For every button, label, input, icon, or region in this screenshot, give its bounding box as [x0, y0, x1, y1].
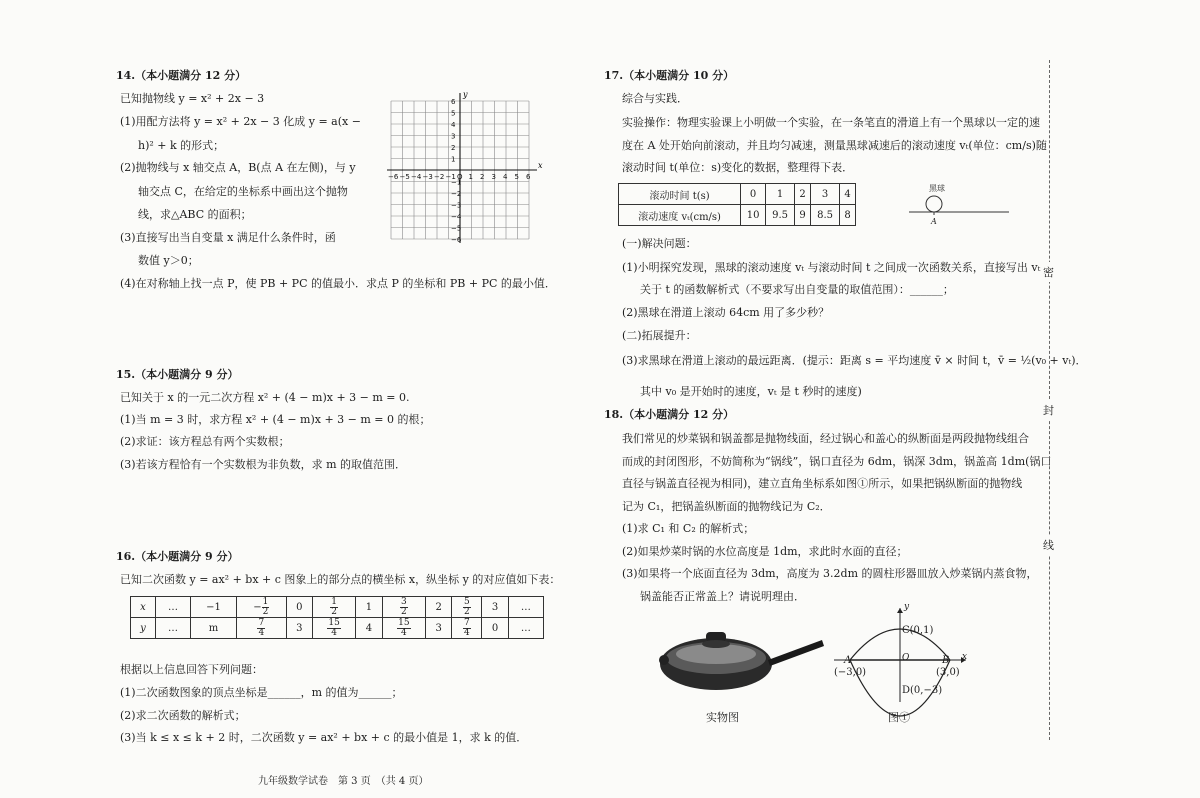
q17-time-cell: 3 — [810, 184, 839, 205]
q14-coordinate-grid — [378, 86, 543, 251]
y-tick-label: 4 — [451, 121, 456, 129]
q17-time-cell: 滚动时间 t(s) — [619, 184, 741, 205]
fig1-point-c: C(0,1) — [902, 625, 934, 636]
q16-y-cell: y — [131, 618, 156, 639]
q17-speed-cell: 9 — [795, 205, 811, 226]
q17-operation-2: 度在 A 处开始向前滚动，并且均匀减速，测量黑球减速后的滚动速度 vₜ(单位：cm/s)随 — [622, 139, 1047, 152]
q14-part3a: (3)直接写出当自变量 x 满足什么条件时，函 — [120, 231, 336, 244]
q16-x-cell: − $\frac{1}{2}$ — [237, 597, 286, 618]
q16-y-cell: $\frac{7}{4}$ — [237, 618, 286, 639]
q16-x-cell: 3 — [482, 597, 509, 618]
q18-line4: 记为 C₁，把锅盖纵断面的抛物线记为 C₂． — [622, 500, 831, 513]
q17-time-cell: 2 — [795, 184, 811, 205]
y-tick-label: −2 — [451, 190, 462, 198]
q17-speed-row — [619, 205, 856, 226]
q18-figure1-caption: 图① — [888, 711, 910, 724]
x-tick-label: −4 — [411, 173, 422, 181]
fig1-point-b-coord: (3,0) — [936, 667, 960, 678]
x-tick-label: 4 — [503, 173, 508, 181]
q17-part3b: 其中 v₀ 是开始时的速度，vₜ 是 t 秒时的速度) — [640, 385, 862, 398]
q16-x-cell: $\frac{3}{2}$ — [382, 597, 425, 618]
q16-y-cell: $\frac{7}{4}$ — [452, 618, 482, 639]
q16-value-table — [130, 596, 544, 639]
q16-y-cell: 3 — [286, 618, 313, 639]
q17-point-a-label: A — [931, 217, 937, 226]
margin-char-feng: 封 — [1043, 400, 1054, 420]
q16-y-cell: $\frac{15}{4}$ — [313, 618, 356, 639]
q14-part2b: 轴交点 C，在给定的坐标系中画出这个抛物 — [138, 185, 348, 198]
y-tick-label: 5 — [451, 109, 456, 118]
x-tick-label: 1 — [468, 173, 473, 181]
x-tick-label: −6 — [388, 173, 399, 181]
q16-intro: 根据以上信息回答下列问题： — [120, 663, 263, 676]
q18-part3b: 锅盖能否正常盖上？请说明理由． — [640, 590, 805, 603]
q14-part2c: 线，求△ABC 的面积； — [138, 208, 252, 221]
y-tick-label: −1 — [451, 178, 462, 187]
q17-section2: (二)拓展提升： — [622, 329, 697, 342]
q16-x-cell: 1 — [356, 597, 383, 618]
q17-speed-cell: 9.5 — [765, 205, 794, 226]
q17-heading: 17.（本小题满分 10 分） — [604, 69, 735, 82]
q18-heading: 18.（本小题满分 12 分） — [604, 408, 735, 421]
q18-line3: 直径与锅盖直径视为相同)，建立直角坐标系如图①所示，如果把锅纵断面的抛物线 — [622, 477, 1023, 490]
x-tick-label: 2 — [480, 173, 485, 181]
q16-y-cell: 0 — [482, 618, 509, 639]
q18-part1: (1)求 C₁ 和 C₂ 的解析式； — [622, 522, 755, 535]
q15-part2: (2)求证：该方程总有两个实数根； — [120, 435, 290, 448]
x-tick-label: O — [457, 173, 463, 181]
y-tick-label: 2 — [451, 144, 456, 152]
q16-heading: 16.（本小题满分 9 分） — [116, 550, 239, 563]
margin-char-mi: 密 — [1043, 262, 1054, 282]
page-footer: 九年级数学试卷 第 3 页 （共 4 页） — [258, 776, 429, 787]
q16-y-cell: 4 — [356, 618, 383, 639]
wok-photo-illustration — [656, 622, 826, 702]
fig1-y-label: y — [904, 602, 910, 612]
q16-y-cell: $\frac{15}{4}$ — [382, 618, 425, 639]
margin-char-xian: 线 — [1043, 535, 1054, 555]
q18-line2: 而成的封闭图形，不妨简称为“锅线”，锅口直径为 6dm，锅深 3dm，锅盖高 1dm(锅口 — [622, 455, 1052, 468]
fig1-origin: O — [902, 653, 910, 663]
q17-time-row — [619, 184, 856, 205]
x-tick-label: −1 — [445, 173, 456, 181]
q17-time-cell: 1 — [765, 184, 794, 205]
q14-part4: (4)在对称轴上找一点 P，使 PB + PC 的值最小．求点 P 的坐标和 PB + PC 的最小值． — [120, 277, 556, 290]
y-tick-label: 1 — [451, 155, 456, 164]
q17-speed-cell: 10 — [741, 205, 766, 226]
q14-part2a: (2)抛物线与 x 轴交点 A，B(点 A 在左侧)，与 y — [120, 161, 356, 174]
q17-part1a: (1)小明探究发现，黑球的滚动速度 vₜ 与滚动时间 t 之间成一次函数关系，直接写出 vₜ — [622, 261, 1041, 274]
x-axis-label: x — [538, 161, 543, 170]
q17-subtitle: 综合与实践． — [622, 92, 688, 105]
y-tick-label: 3 — [451, 132, 456, 141]
q16-y-cell: … — [155, 618, 190, 639]
q16-part1: (1)二次函数图象的顶点坐标是______，m 的值为______； — [120, 686, 403, 699]
q17-time-cell: 0 — [741, 184, 766, 205]
x-tick-label: −5 — [399, 173, 410, 181]
q18-line1: 我们常见的炒菜锅和锅盖都是抛物线面，经过锅心和盖心的纵断面是两段抛物线组合 — [622, 432, 1029, 445]
q17-section1: (一)解决问题： — [622, 237, 697, 250]
q16-part3: (3)当 k ≤ x ≤ k + 2 时，二次函数 y = ax² + bx + c 的最小值是 1，求 k 的值． — [120, 731, 528, 744]
q16-x-cell: $\frac{5}{2}$ — [452, 597, 482, 618]
q16-x-cell: … — [508, 597, 543, 618]
q17-part1b: 关于 t 的函数解析式（不要求写出自变量的取值范围）：______； — [640, 283, 954, 296]
q16-y-cell: m — [190, 618, 236, 639]
y-tick-label: −3 — [451, 201, 462, 210]
y-tick-label: 6 — [451, 98, 456, 106]
q17-part3: (3)求黑球在滑道上滚动的最远距离．(提示：距离 s = 平均速度 v̄ × 时间 t，v̄ = ½(v₀ + vₜ)． — [622, 354, 1087, 367]
x-tick-label: 3 — [491, 173, 496, 181]
q16-x-cell: $\frac{1}{2}$ — [313, 597, 356, 618]
q17-speed-cell: 滚动速度 vₜ(cm/s) — [619, 205, 741, 226]
q17-data-table — [618, 183, 856, 226]
q16-stem: 已知二次函数 y = ax² + bx + c 图象上的部分点的横坐标 x，纵坐标 y 的对应值如下表： — [120, 573, 561, 586]
y-tick-label: −4 — [451, 213, 462, 221]
q14-part1b: h)² + k 的形式； — [138, 139, 225, 152]
fig1-point-a: A — [844, 655, 852, 666]
q17-time-cell: 4 — [840, 184, 856, 205]
fig1-point-a-coord: (−3,0) — [834, 667, 867, 678]
y-tick-label: −6 — [451, 236, 462, 244]
q16-x-cell: … — [155, 597, 190, 618]
q16-x-cell: x — [131, 597, 156, 618]
x-tick-label: 5 — [514, 173, 519, 181]
q14-heading: 14.（本小题满分 12 分） — [116, 69, 247, 82]
q16-x-cell: 0 — [286, 597, 313, 618]
q17-operation-1: 实验操作：物理实验课上小明做一个实验，在一条笔直的滑道上有一个黑球以一定的速 — [622, 116, 1040, 129]
y-axis-label: y — [463, 90, 468, 99]
q15-stem: 已知关于 x 的一元二次方程 x² + (4 − m)x + 3 − m = 0. — [120, 391, 410, 404]
q15-part3: (3)若该方程恰有一个实数根为非负数，求 m 的取值范围． — [120, 458, 407, 471]
q14-part1a: (1)用配方法将 y = x² + 2x − 3 化成 y = a(x − — [120, 115, 361, 128]
q16-x-cell: −1 — [190, 597, 236, 618]
q16-y-cell: … — [508, 618, 543, 639]
x-tick-label: 6 — [526, 173, 531, 181]
q18-part2: (2)如果炒菜时锅的水位高度是 1dm，求此时水面的直径； — [622, 545, 908, 558]
q16-y-cell: 3 — [425, 618, 452, 639]
q17-operation-3: 滚动时间 t(单位：s)变化的数据，整理得下表． — [622, 161, 854, 174]
q16-x-cell: 2 — [425, 597, 452, 618]
q14-stem: 已知抛物线 y = x² + 2x − 3 — [120, 92, 265, 105]
q15-part1: (1)当 m = 3 时，求方程 x² + (4 − m)x + 3 − m = 0 的根； — [120, 413, 431, 426]
fig1-point-d: D(0,−3) — [902, 685, 943, 696]
x-tick-label: −2 — [434, 173, 445, 181]
q16-part2: (2)求二次函数的解析式； — [120, 709, 246, 722]
q18-figure-photo-caption: 实物图 — [706, 711, 739, 724]
y-tick-label: −5 — [451, 224, 462, 233]
q14-part3b: 数值 y＞0； — [138, 254, 199, 267]
q17-ball-label: 黑球 — [929, 184, 945, 193]
fig1-x-label: x — [962, 652, 968, 662]
q17-speed-cell: 8.5 — [810, 205, 839, 226]
q15-heading: 15.（本小题满分 9 分） — [116, 368, 239, 381]
q17-part2: (2)黑球在滑道上滚动 64cm 用了多少秒？ — [622, 306, 830, 319]
q18-part3a: (3)如果将一个底面直径为 3dm，高度为 3.2dm 的圆柱形器皿放入炒菜锅内蒸食物， — [622, 567, 1038, 580]
q16-x-row — [131, 597, 544, 618]
x-tick-label: −3 — [422, 173, 433, 181]
q16-y-row — [131, 618, 544, 639]
q17-ball-diagram — [904, 180, 1014, 230]
q17-speed-cell: 8 — [840, 205, 856, 226]
fig1-point-b: B — [942, 655, 950, 666]
